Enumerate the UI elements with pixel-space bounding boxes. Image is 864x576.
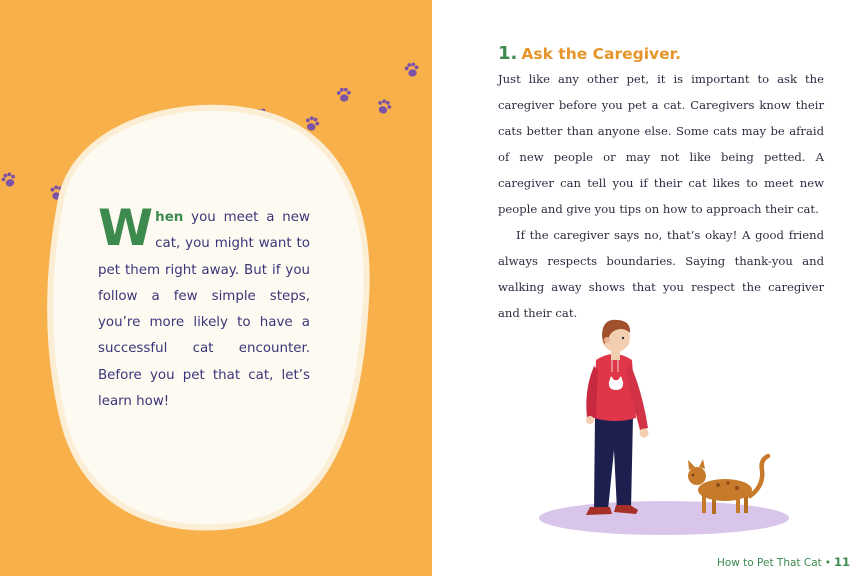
right-page — [432, 0, 864, 576]
heading-title: Ask the Caregiver. — [521, 45, 681, 63]
intro-lead-word: hen — [155, 210, 184, 225]
body-paragraph-2: If the caregiver says no, that’s okay! A good friend always respects boundaries. Saying thank-you and walking away shows that you respect the caregiver and their cat. — [498, 228, 824, 320]
section-heading — [498, 43, 681, 64]
footer-separator: • — [824, 557, 831, 569]
page-footer — [717, 555, 850, 569]
book-title: How to Pet That Cat — [716, 557, 822, 569]
body-text — [498, 66, 824, 326]
body-paragraph-1: Just like any other pet, it is important to ask the caregiver before you pet a cat. Caregivers know their cats better than anyone else. Some cats may be afraid of new people or may not like being petted. A caregiver can tell you if their cat likes to meet new people and give you tips on how to approach their cat. — [498, 72, 824, 216]
child-and-cat-illustration — [532, 300, 792, 536]
drop-cap: W — [98, 199, 154, 257]
intro-text: you meet a new cat, you might want to pet them right away. But if you follow a few simple steps, you’re more likely to have a successful cat encounter. Before you pet that cat, let’s learn how! — [98, 210, 310, 410]
page-number: 11 — [833, 555, 850, 569]
child-illustration — [586, 320, 649, 515]
heading-number: 1. — [498, 43, 518, 64]
intro-paragraph — [98, 199, 310, 415]
